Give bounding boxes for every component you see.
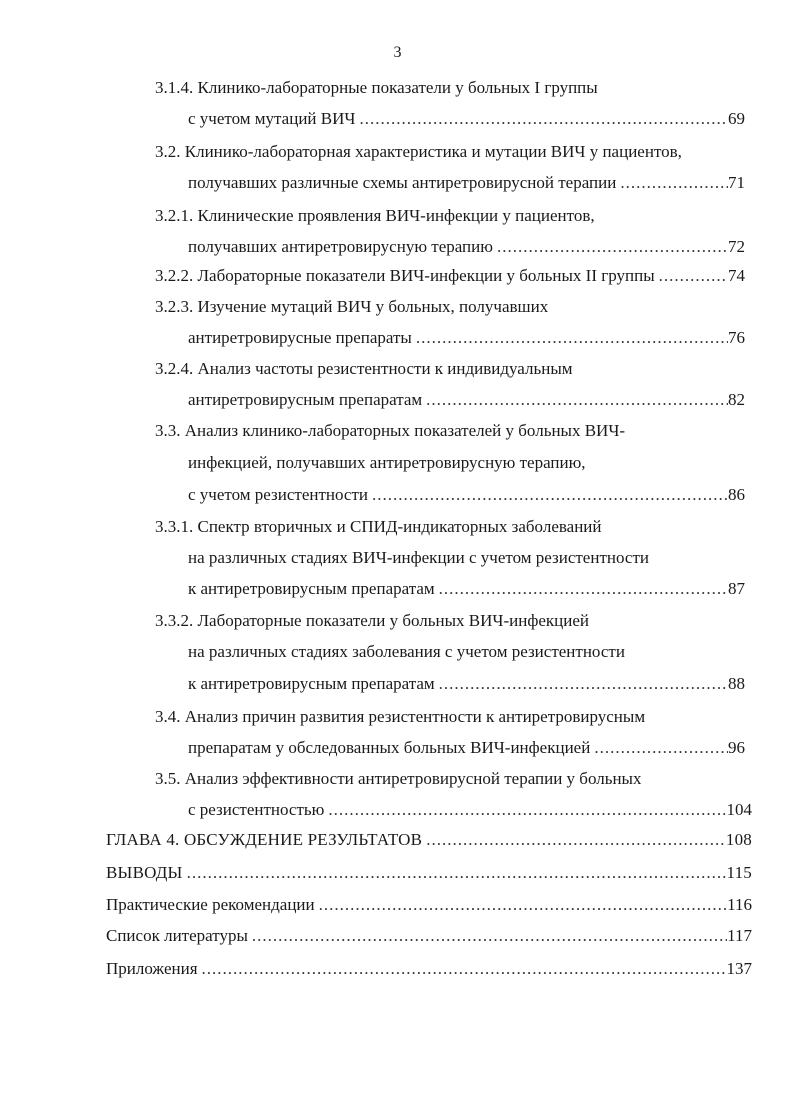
dot-leader [435, 673, 728, 695]
toc-entry-title: 3.3.1. Спектр вторичных и СПИД-индикаторных заболеваний [155, 517, 602, 536]
toc-entry-title: Приложения [106, 959, 198, 978]
dot-leader [493, 236, 728, 258]
toc-page-number: 115 [726, 863, 752, 882]
toc-entry-line-with-page [106, 958, 752, 980]
toc-entry-title: Практические рекомендации [106, 895, 315, 914]
toc-entry-title: получавших антиретровирусную терапию [188, 237, 493, 256]
dot-leader [248, 925, 727, 947]
dot-leader [368, 484, 728, 506]
toc-entry-title: 3.4. Анализ причин развития резистентности к антиретровирусным [155, 707, 646, 726]
toc-entry-line-with-page [106, 925, 752, 947]
toc-page-number: 104 [726, 800, 752, 819]
toc-page-number: 116 [727, 895, 752, 914]
dot-leader [422, 829, 726, 851]
toc-entry-title: на различных стадиях ВИЧ-инфекции с учетом резистентности [188, 548, 649, 567]
dot-leader [412, 327, 728, 349]
toc-entry-title: Список литературы [106, 926, 248, 945]
toc-entry-line-with-page [188, 389, 745, 411]
toc-entry-line [155, 768, 641, 790]
toc-entry-line-with-page [106, 894, 752, 916]
toc-entry-line-with-page [106, 862, 752, 884]
toc-entry-title: 3.1.4. Клинико-лабораторные показатели у больных I группы [155, 78, 598, 97]
toc-page-number: 87 [728, 579, 745, 598]
toc-entry-title: 3.5. Анализ эффективности антиретровирусной терапии у больных [155, 769, 642, 788]
toc-entry-line [155, 296, 548, 318]
toc-entry-line [155, 516, 602, 538]
toc-entry-line [155, 205, 595, 227]
dot-leader [422, 389, 728, 411]
toc-entry-title: 3.2.4. Анализ частоты резистентности к индивидуальным [155, 359, 573, 378]
toc-entry-line-with-page [188, 799, 752, 821]
dot-leader [655, 265, 728, 287]
toc-entry-line [188, 641, 625, 663]
toc-entry-line [155, 77, 598, 99]
toc-entry-title: 3.2. Клинико-лабораторная характеристика и мутации ВИЧ у пациентов, [155, 142, 682, 161]
toc-page-number: 86 [728, 485, 745, 504]
toc-page-number: 69 [728, 109, 745, 128]
toc-entry-line-with-page [188, 327, 745, 349]
dot-leader [435, 578, 728, 600]
toc-entry-title: 3.2.2. Лабораторные показатели ВИЧ-инфекции у больных II группы [155, 266, 655, 285]
toc-page-number: 74 [728, 266, 745, 285]
toc-entry-line-with-page [106, 829, 752, 851]
toc-entry-title: антиретровирусным препаратам [188, 390, 423, 409]
toc-entry-line-with-page [188, 737, 745, 759]
toc-page-number: 137 [726, 959, 752, 978]
dot-leader [198, 958, 727, 980]
dot-leader [183, 862, 727, 884]
toc-entry-title: 3.2.3. Изучение мутаций ВИЧ у больных, получавших [155, 297, 549, 316]
toc-entry-line [188, 452, 586, 474]
toc-entry-line [155, 610, 589, 632]
toc-entry-title: препаратам у обследованных больных ВИЧ-инфекцией [188, 738, 591, 757]
page-number: 3 [393, 44, 402, 61]
toc-entry-title: антиретровирусные препараты [188, 328, 412, 347]
toc-entry-line [155, 358, 573, 380]
toc-entry-line-with-page [188, 484, 745, 506]
toc-entry-title: к антиретровирусным препаратам [188, 674, 435, 693]
toc-page-number: 82 [728, 390, 745, 409]
toc-page-number: 108 [725, 830, 752, 849]
toc-entry-line [188, 547, 649, 569]
toc-entry-title: с учетом мутаций ВИЧ [188, 109, 356, 128]
toc-entry-line [155, 420, 625, 442]
toc-entry-title: инфекцией, получавших антиретровирусную терапию, [188, 453, 586, 472]
toc-entry-line-with-page [188, 673, 745, 695]
toc-entry-line-with-page [188, 172, 745, 194]
toc-entry-title: ГЛАВА 4. ОБСУЖДЕНИЕ РЕЗУЛЬТАТОВ [106, 830, 423, 849]
dot-leader [355, 108, 728, 130]
toc-entry-line [155, 706, 645, 728]
dot-leader [590, 737, 728, 759]
toc-page-number: 117 [727, 926, 752, 945]
dot-leader [616, 172, 728, 194]
toc-entry-line-with-page [188, 578, 745, 600]
toc-entry-title: с учетом резистентности [188, 485, 368, 504]
toc-page-number: 96 [728, 738, 745, 757]
dot-leader [324, 799, 726, 821]
dot-leader [315, 894, 728, 916]
toc-entry-title: ВЫВОДЫ [106, 863, 183, 882]
toc-page-number: 71 [728, 173, 745, 192]
toc-entry-title: 3.2.1. Клинические проявления ВИЧ-инфекции у пациентов, [155, 206, 595, 225]
toc-entry-line-with-page [188, 236, 745, 258]
toc-entry-title: 3.3. Анализ клинико-лабораторных показателей у больных ВИЧ- [155, 421, 626, 440]
toc-entry-title: получавших различные схемы антиретровирусной терапии [188, 173, 617, 192]
toc-page-number: 76 [728, 328, 745, 347]
toc-entry-title: 3.3.2. Лабораторные показатели у больных ВИЧ-инфекцией [155, 611, 589, 630]
toc-entry-title: с резистентностью [188, 800, 325, 819]
toc-entry-line-with-page [155, 265, 745, 287]
toc-page-number: 72 [728, 237, 745, 256]
toc-entry-title: на различных стадиях заболевания с учетом резистентности [188, 642, 625, 661]
toc-page-number: 88 [728, 674, 745, 693]
toc-entry-line [155, 141, 682, 163]
toc-entry-line-with-page [188, 108, 745, 130]
toc-entry-title: к антиретровирусным препаратам [188, 579, 435, 598]
